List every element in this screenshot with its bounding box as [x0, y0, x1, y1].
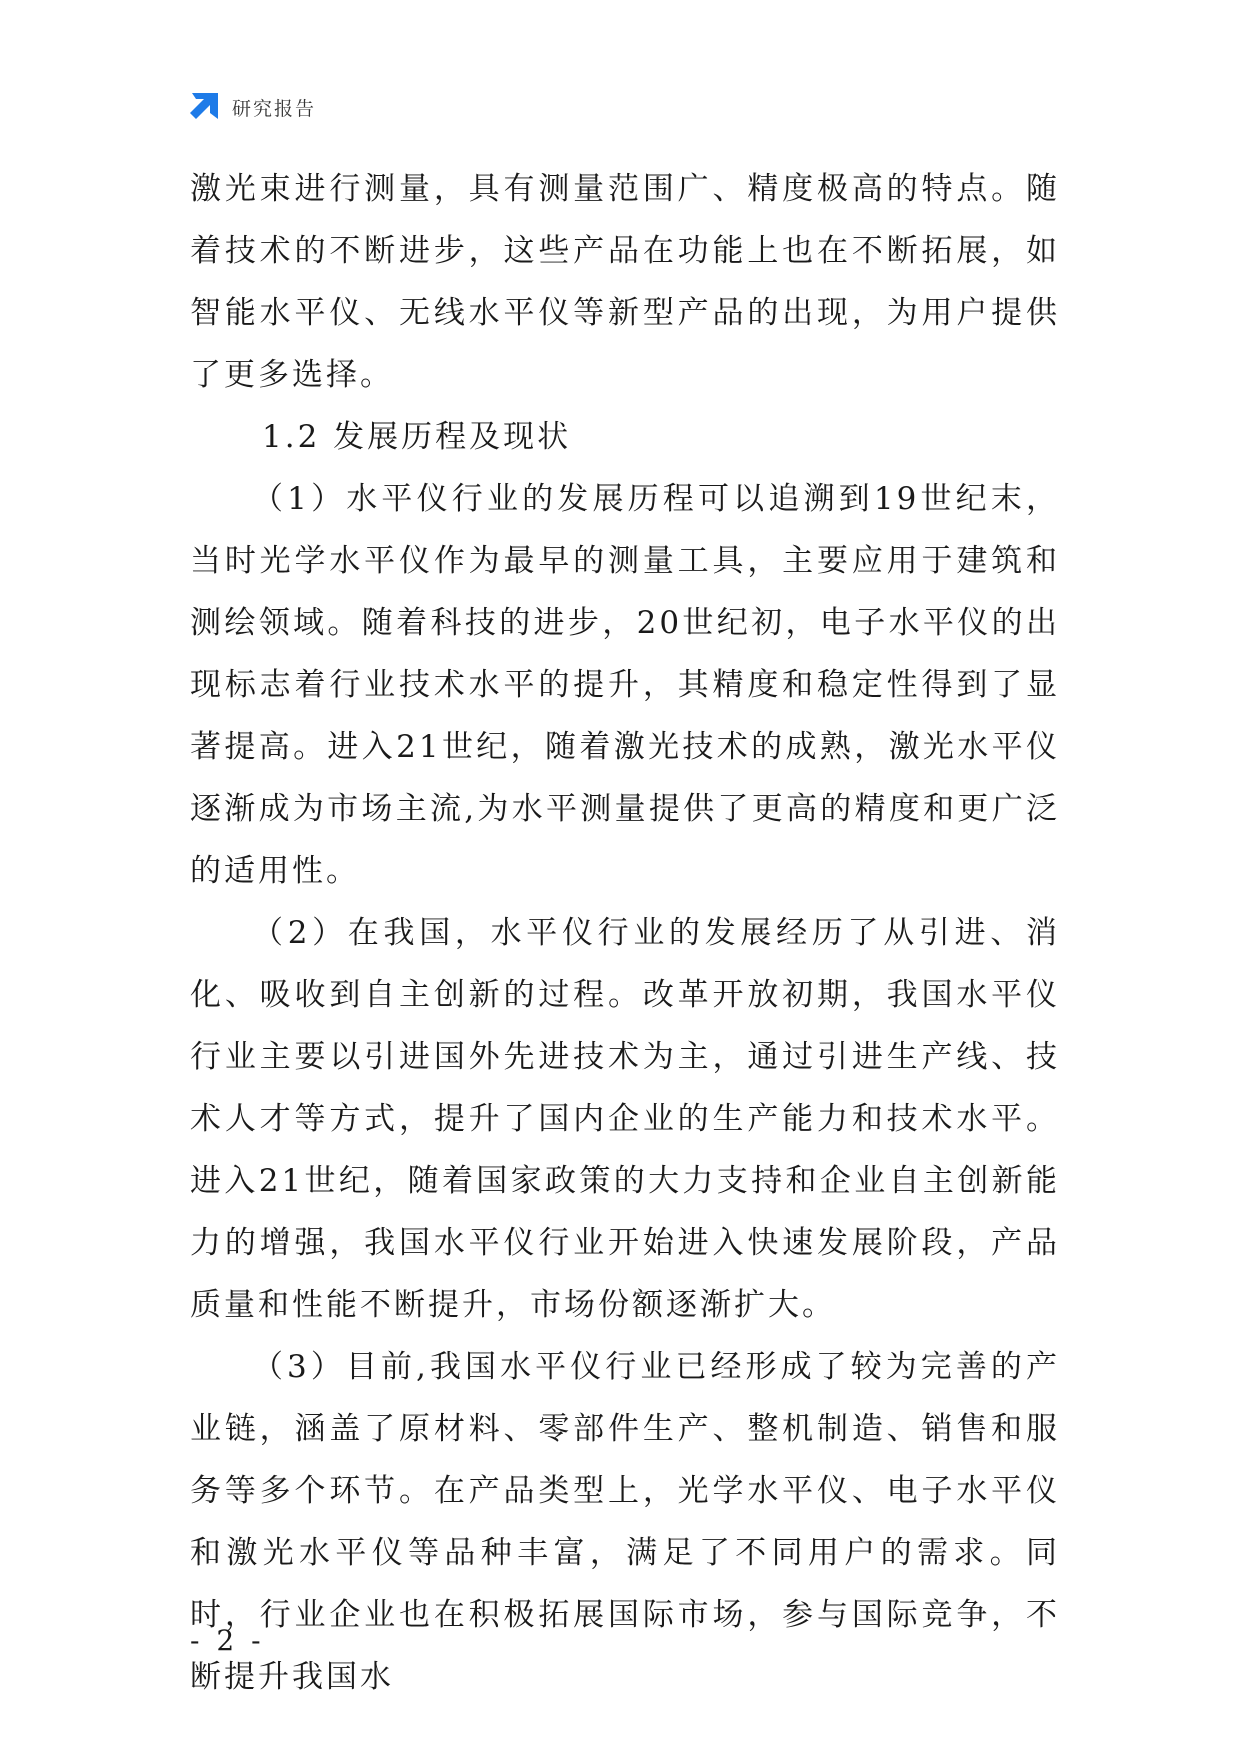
arrow-logo-icon [188, 91, 220, 123]
paragraph-3: （3）目前,我国水平仪行业已经形成了较为完善的产业链，涵盖了原材料、零部件生产、整机制造、销售和服务等多个环节。在产品类型上，光学水平仪、电子水平仪和激光水平仪等品种丰富，满足了不同用户的需求。同时，行业企业也在积极拓展国际市场，参与国际竞争，不断提升我国水 [190, 1349, 1060, 1695]
paragraph-1: （1）水平仪行业的发展历程可以追溯到19世纪末，当时光学水平仪作为最早的测量工具，主要应用于建筑和测绘领域。随着科技的进步，20世纪初，电子水平仪的出现标志着行业技术水平的提升，其精度和稳定性得到了显著提高。进入21世纪，随着激光技术的成熟，激光水平仪逐渐成为市场主流,为水平测量提供了更高的精度和更广泛的适用性。 [190, 481, 1060, 889]
page-number: - 2 - [190, 1624, 265, 1657]
report-header [188, 90, 316, 124]
paragraph-2: （2）在我国，水平仪行业的发展经历了从引进、消化、吸收到自主创新的过程。改革开放初期，我国水平仪行业主要以引进国外先进技术为主，通过引进生产线、技术人才等方式，提升了国内企业的生产能力和技术水平。进入21世纪，随着国家政策的大力支持和企业自主创新能力的增强，我国水平仪行业开始进入快速发展阶段，产品质量和性能不断提升，市场份额逐渐扩大。 [190, 915, 1060, 1323]
header-title: 研究报告 [232, 97, 317, 120]
document-body [190, 158, 1060, 1708]
section-heading: 1.2 发展历程及现状 [262, 419, 572, 455]
paragraph-intro: 激光束进行测量，具有测量范围广、精度极高的特点。随着技术的不断进步，这些产品在功能上也在不断拓展，如智能水平仪、无线水平仪等新型产品的出现，为用户提供了更多选择。 [190, 171, 1060, 393]
